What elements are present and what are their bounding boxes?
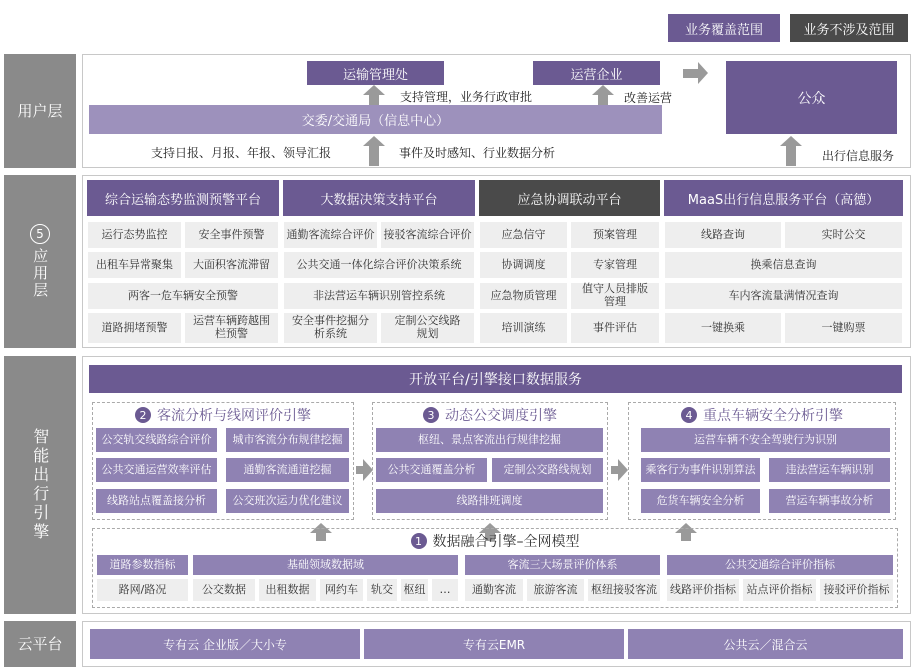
fusion-cell: 网约车 — [320, 579, 363, 601]
note-reports: 支持日报、月报、年报、领导汇报 — [151, 146, 332, 160]
app-cell: 一键换乘 — [665, 313, 781, 343]
note-travel: 出行信息服务 — [822, 149, 895, 163]
arrow-up-icon — [592, 85, 614, 95]
app-cell: 定制公交线路规划 — [381, 313, 474, 343]
app-cell: 事件评估 — [571, 313, 659, 343]
platform-title: MaaS出行信息服务平台（高德） — [664, 180, 903, 216]
engine-cell: 营运车辆事故分析 — [769, 489, 890, 513]
app-cell: 实时公交 — [785, 222, 902, 248]
fusion-cell: 旅游客流 — [527, 579, 584, 601]
app-cell: 道路拥堵预警 — [88, 313, 181, 343]
app-cell: 非法营运车辆识别管控系统 — [284, 283, 474, 309]
layer-label-app — [4, 175, 76, 348]
note-improve: 改善运营 — [624, 91, 673, 105]
app-cell: 安全事件挖掘分析系统 — [284, 313, 377, 343]
fusion-cell: 枢纽 — [401, 579, 428, 601]
engine-cell: 定制公交路线规划 — [492, 458, 603, 482]
engine-cell: 枢纽、景点客流出行规律挖掘 — [376, 428, 603, 452]
arrow-up-shaft — [369, 146, 379, 166]
commission-box: 交委/交通局（信息中心） — [89, 105, 662, 134]
engine-cell: 线路站点覆盖接分析 — [96, 489, 217, 513]
arrow-right-icon — [698, 62, 708, 84]
legend-covered: 业务覆盖范围 — [668, 14, 780, 42]
operator-box: 运营企业 — [533, 61, 660, 85]
engine-cell: 乘客行为事件识别算法 — [641, 458, 760, 482]
engine-cell: 公共交通覆盖分析 — [376, 458, 487, 482]
app-cell: 应急物质管理 — [480, 283, 567, 309]
transport-mgmt-box: 运输管理处 — [307, 61, 444, 85]
cloud-cell: 公共云／混合云 — [628, 629, 903, 659]
engine-title: 动态公交调度引擎 — [445, 408, 557, 424]
engine-number-badge: 4 — [681, 407, 697, 423]
public-box: 公众 — [726, 61, 897, 134]
app-cell: 预案管理 — [571, 222, 659, 248]
engine-cell: 公交轨交线路综合评价 — [96, 428, 217, 452]
engine-number-badge: 3 — [423, 407, 439, 423]
fusion-top-cell: 公共交通综合评价指标 — [667, 555, 893, 575]
arrow-right-shaft — [683, 69, 698, 78]
app-cell: 公共交通一体化综合评价决策系统 — [284, 252, 474, 278]
app-cell: 通勤客流综合评价 — [284, 222, 377, 248]
arrow-up-icon — [780, 136, 802, 146]
engine-cell: 违法营运车辆识别 — [769, 458, 890, 482]
app-cell: 培训演练 — [480, 313, 567, 343]
fusion-cell: 轨交 — [367, 579, 397, 601]
layer-label-engine — [4, 356, 76, 614]
engine-title: 数据融合引擎–全网模型 — [432, 534, 580, 550]
fusion-cell: 通勤客流 — [465, 579, 523, 601]
fusion-cell: 路网/路况 — [97, 579, 188, 601]
fusion-cell: … — [432, 579, 458, 601]
arrow-up-shaft — [598, 94, 608, 105]
engine-title: 重点车辆安全分析引擎 — [703, 408, 843, 424]
engine-cell: 运营车辆不安全驾驶行为识别 — [641, 428, 890, 452]
legend-not-covered: 业务不涉及范围 — [790, 14, 908, 42]
fusion-cell: 接驳评价指标 — [820, 579, 893, 601]
engine-title-row — [376, 405, 604, 425]
app-cell: 一键购票 — [785, 313, 902, 343]
fusion-cell: 枢纽接驳客流 — [588, 579, 660, 601]
platform-title: 应急协调联动平台 — [479, 180, 660, 216]
note-events: 事件及时感知、行业数据分析 — [399, 146, 556, 160]
fusion-cell: 出租数据 — [259, 579, 316, 601]
fusion-top-cell: 客流三大场景评价体系 — [465, 555, 660, 575]
app-cell: 两客一危车辆安全预警 — [88, 283, 278, 309]
engine-title: 客流分析与线网评价引擎 — [157, 408, 311, 424]
layer-label-user: 用户层 — [4, 54, 76, 168]
engine-cell: 通勤客流通道挖掘 — [226, 458, 349, 482]
engine-title-row — [97, 405, 349, 425]
layer-number-badge: 5 — [30, 224, 50, 244]
engine-cell: 危货车辆安全分析 — [641, 489, 760, 513]
arrow-right-icon — [618, 459, 628, 481]
app-cell: 换乘信息查询 — [665, 252, 902, 278]
fusion-top-cell: 基础领域数据域 — [193, 555, 458, 575]
layer-label-text: 应用层 — [31, 248, 50, 299]
layer-label-cloud: 云平台 — [4, 621, 76, 667]
engine-cell: 城市客流分布规律挖掘 — [226, 428, 349, 452]
engine-title-row — [633, 405, 891, 425]
app-cell: 运行态势监控 — [88, 222, 181, 248]
app-cell: 接驳客流综合评价 — [381, 222, 474, 248]
app-cell: 值守人员排版管理 — [571, 283, 659, 309]
fusion-top-cell: 道路参数指标 — [97, 555, 188, 575]
arrow-up-icon — [363, 136, 385, 146]
app-cell: 运营车辆跨越围栏预警 — [185, 313, 278, 343]
app-cell: 应急信守 — [480, 222, 567, 248]
engine-cell: 公共交通运营效率评估 — [96, 458, 217, 482]
engine-number-badge: 2 — [135, 407, 151, 423]
cloud-cell: 专有云 企业版／大小专 — [90, 629, 360, 659]
fusion-cell: 站点评价指标 — [743, 579, 816, 601]
platform-title: 综合运输态势监测预警平台 — [87, 180, 279, 216]
app-cell: 线路查询 — [665, 222, 781, 248]
app-cell: 出租车异常聚集 — [88, 252, 181, 278]
app-cell: 协调调度 — [480, 252, 567, 278]
app-cell: 车内客流量满情况查询 — [665, 283, 902, 309]
open-platform-bar: 开放平台/引擎接口数据服务 — [89, 365, 902, 393]
app-cell: 大面积客流滞留 — [185, 252, 278, 278]
arrow-up-icon — [363, 85, 385, 95]
engine-number-badge: 1 — [411, 533, 427, 549]
layer-label-text: 智能出行引擎 — [30, 428, 50, 542]
fusion-cell: 线路评价指标 — [667, 579, 739, 601]
engine-cell: 线路排班调度 — [376, 489, 603, 513]
app-cell: 安全事件预警 — [185, 222, 278, 248]
arrow-up-shaft — [369, 94, 379, 105]
engine-title-row — [330, 531, 660, 551]
cloud-cell: 专有云EMR — [364, 629, 624, 659]
app-cell: 专家管理 — [571, 252, 659, 278]
note-support: 支持管理，业务行政审批 — [400, 90, 533, 104]
engine-cell: 公交班次运力优化建议 — [226, 489, 349, 513]
arrow-up-shaft — [786, 146, 796, 166]
fusion-cell: 公交数据 — [193, 579, 255, 601]
platform-title: 大数据决策支持平台 — [283, 180, 475, 216]
